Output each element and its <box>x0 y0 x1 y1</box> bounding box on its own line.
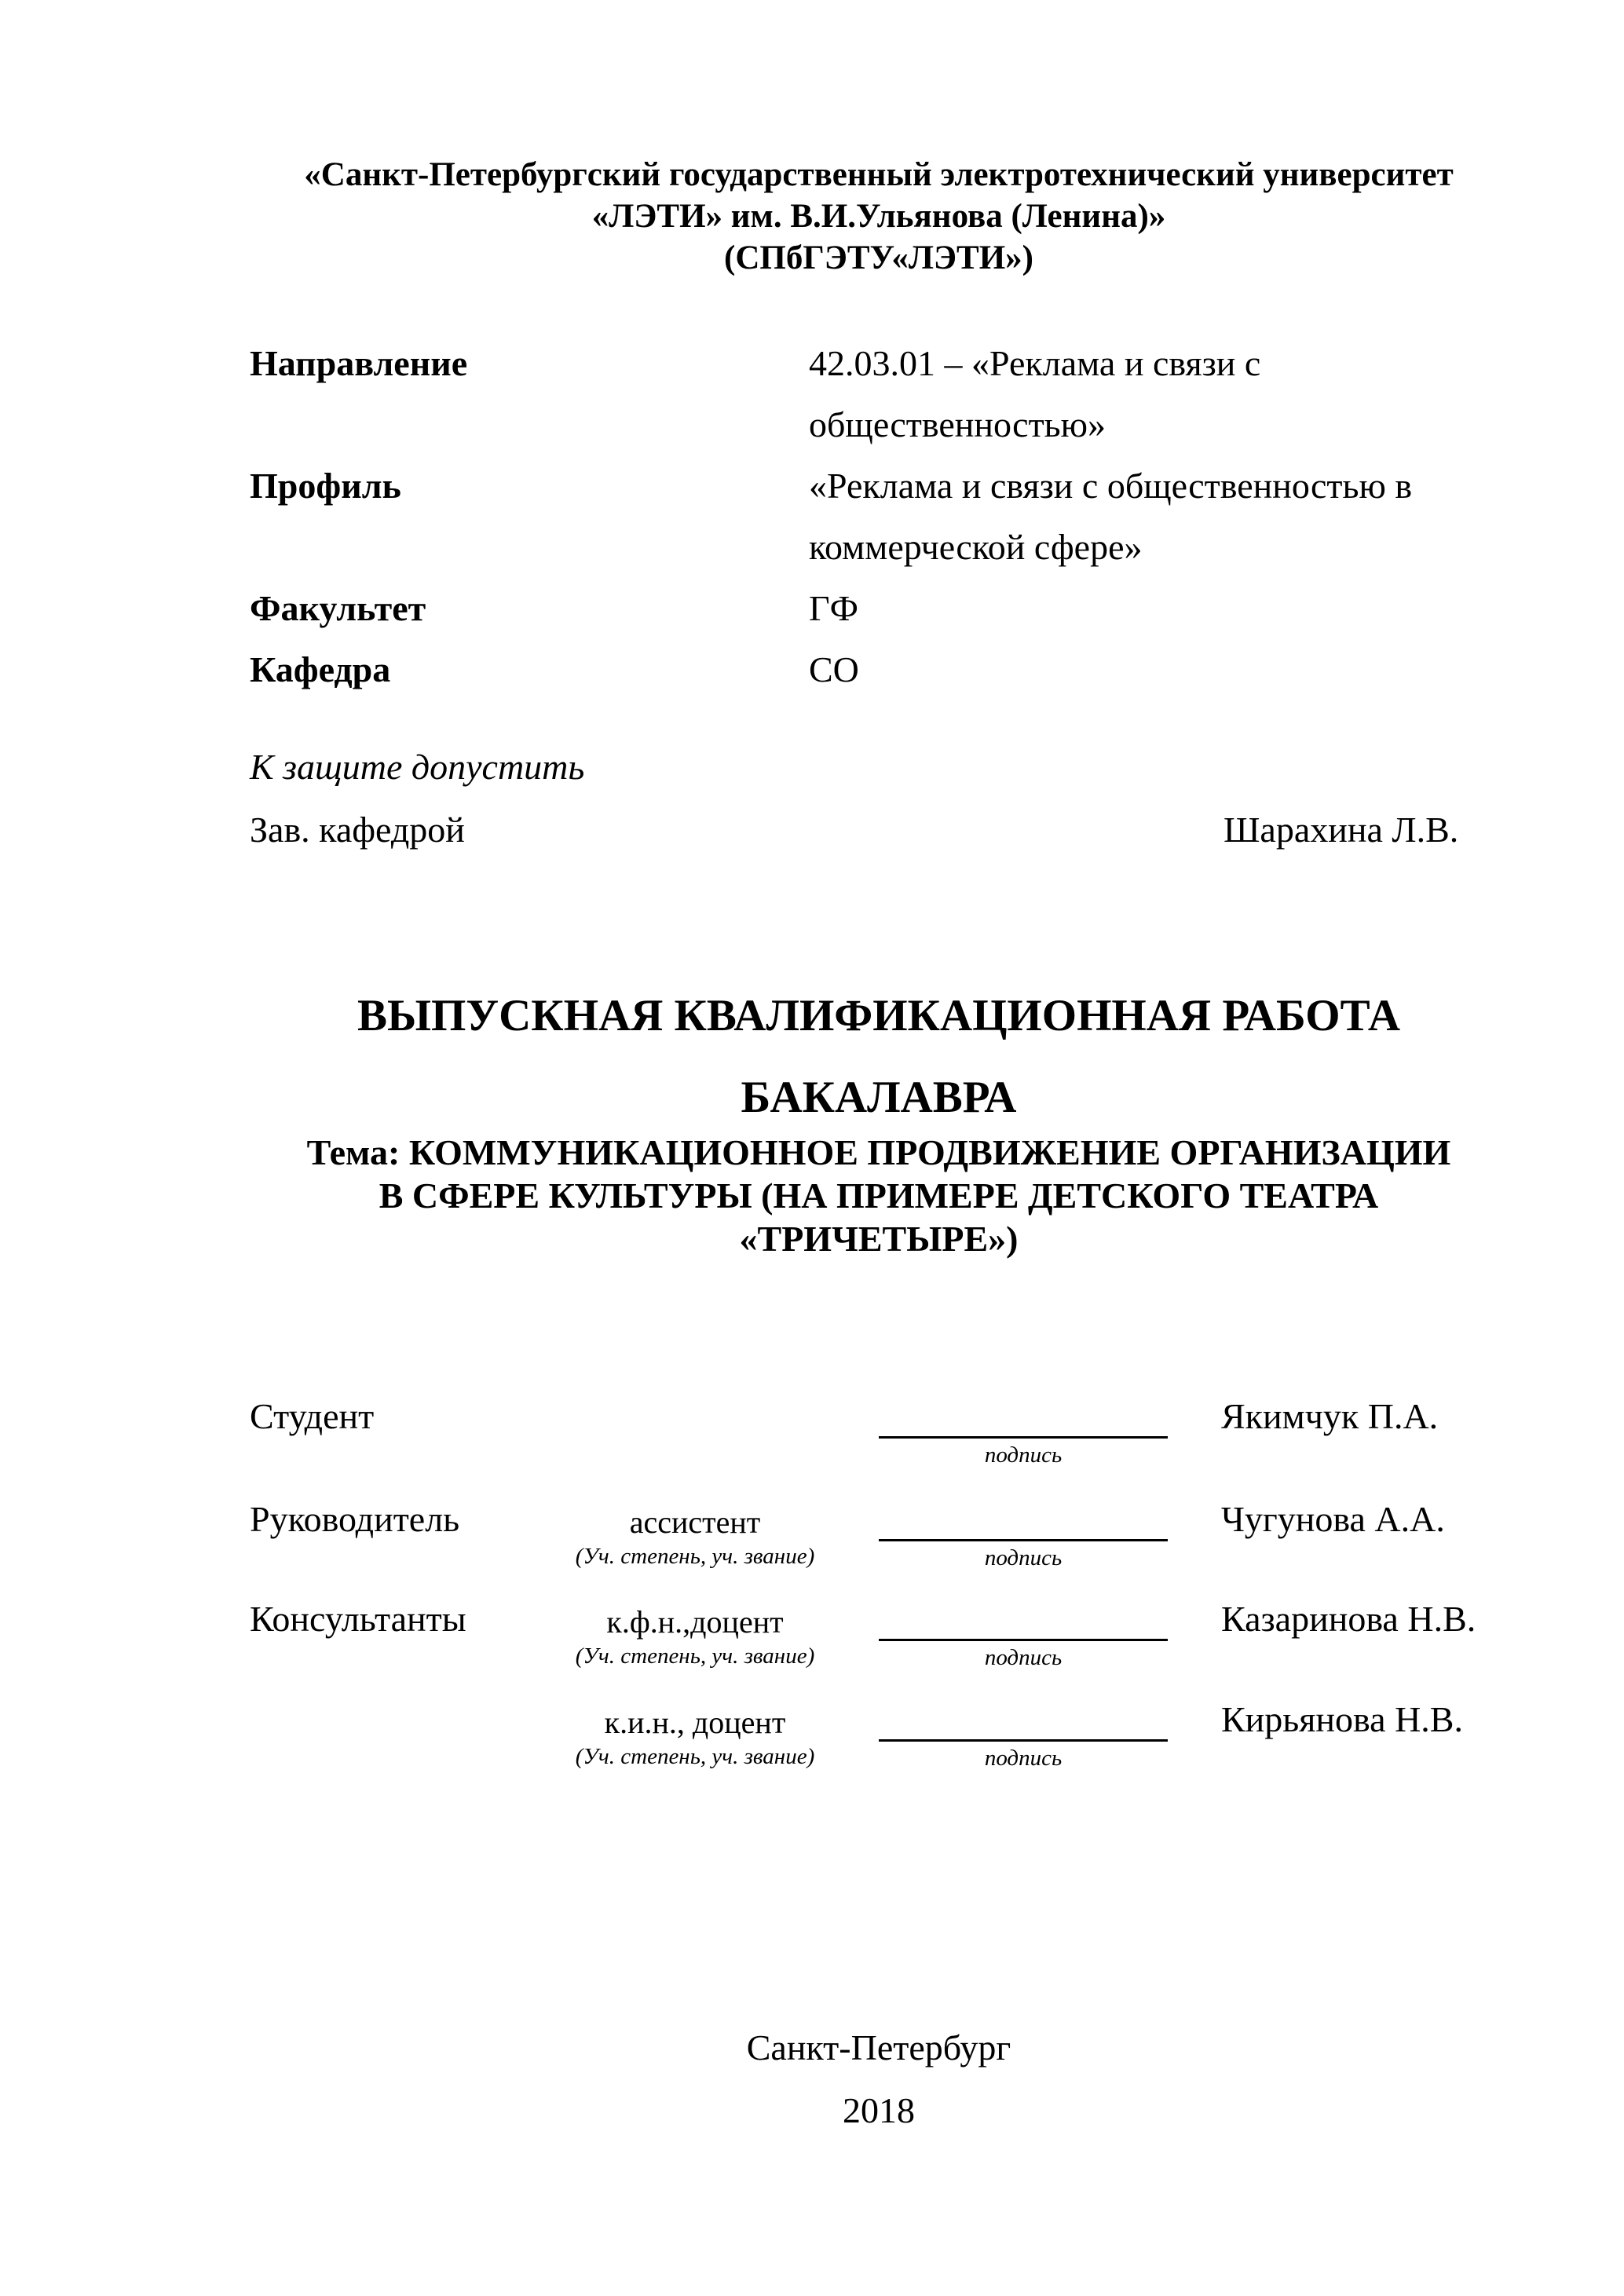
department-head-row <box>250 809 1508 850</box>
signature-degree-caption: (Уч. степень, уч. звание) <box>575 1643 815 1669</box>
signature-caption: подпись <box>984 1645 1063 1670</box>
signature-role: Консультанты <box>250 1599 466 1639</box>
signature-caption: подпись <box>984 1746 1063 1771</box>
signature-row-student <box>0 1395 1624 1499</box>
signature-degree: к.и.н., доцент <box>604 1705 786 1740</box>
admission-block <box>250 746 1508 850</box>
signature-degree: к.ф.н.,доцент <box>606 1604 784 1640</box>
info-label-direction: Направление <box>250 343 468 383</box>
work-subtitle: БАКАЛАВРА <box>741 1073 1017 1122</box>
department-head-name: Шарахина Л.В. <box>1223 810 1459 850</box>
signature-degree: ассистент <box>629 1504 761 1540</box>
university-name-line1: «Санкт-Петербургский государственный электротехнический университет <box>304 156 1454 193</box>
work-topic-line1: Тема: КОММУНИКАЦИОННОЕ ПРОДВИЖЕНИЕ ОРГАНИЗАЦИИ <box>306 1132 1451 1172</box>
info-value-direction: 42.03.01 – «Реклама и связи с общественностью» <box>809 343 1261 444</box>
university-name-line2: «ЛЭТИ» им. В.И.Ульянова (Ленина)» <box>591 198 1166 235</box>
signature-degree-caption: (Уч. степень, уч. звание) <box>575 1744 815 1769</box>
signature-name: Чугунова А.А. <box>1221 1499 1445 1539</box>
info-label-department: Кафедра <box>250 649 391 689</box>
info-value-profile: «Реклама и связи с общественностью в коммерческой сфере» <box>809 466 1413 567</box>
work-title: ВЫПУСКНАЯ КВАЛИФИКАЦИОННАЯ РАБОТА <box>357 991 1400 1040</box>
info-value-department: СО <box>809 649 859 689</box>
signature-name: Казаринова Н.В. <box>1221 1599 1476 1639</box>
signature-line <box>879 1436 1168 1439</box>
work-topic-line3: «ТРИЧЕТЫРЕ») <box>739 1219 1019 1259</box>
signature-role: Студент <box>250 1396 375 1436</box>
signature-row-consultant-2 <box>0 1698 1624 1802</box>
info-value-faculty: ГФ <box>809 588 858 628</box>
signature-name: Кирьянова Н.В. <box>1221 1699 1463 1739</box>
signature-row-consultant-1 <box>0 1598 1624 1702</box>
signature-row-supervisor <box>0 1498 1624 1602</box>
work-topic <box>250 1131 1508 1260</box>
signature-name: Якимчук П.А. <box>1221 1396 1439 1436</box>
university-name-line3: (СПбГЭТУ«ЛЭТИ») <box>724 239 1033 276</box>
signature-caption: подпись <box>984 1545 1063 1570</box>
info-label-profile: Профиль <box>250 466 401 506</box>
work-topic-line2: В СФЕРЕ КУЛЬТУРЫ (НА ПРИМЕРЕ ДЕТСКОГО ТЕАТРА <box>379 1175 1379 1216</box>
signature-role: Руководитель <box>250 1499 460 1539</box>
info-label-faculty: Факультет <box>250 588 426 628</box>
admission-note: К защите допустить <box>250 747 585 787</box>
footer <box>250 2016 1508 2142</box>
programme-info <box>250 333 1506 700</box>
signature-line <box>879 1539 1168 1541</box>
work-title-block <box>250 991 1508 1260</box>
signature-caption: подпись <box>984 1442 1063 1468</box>
signature-line <box>879 1639 1168 1641</box>
department-head-label: Зав. кафедрой <box>250 810 465 850</box>
footer-city: Санкт-Петербург <box>746 2027 1011 2067</box>
university-header <box>250 154 1508 279</box>
signature-line <box>879 1739 1168 1742</box>
signature-degree-caption: (Уч. степень, уч. звание) <box>575 1544 815 1569</box>
footer-year: 2018 <box>843 2090 915 2130</box>
